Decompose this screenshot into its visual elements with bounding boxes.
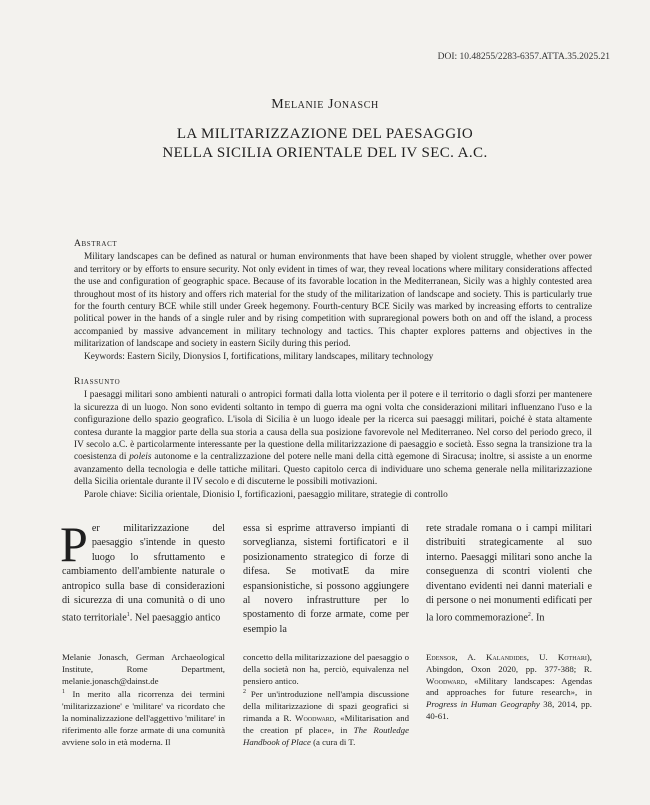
riassunto-text-a: I paesaggi militari sono ambienti naturali o antropici formati dalla lotta violenta per il potere e il territorio o dagli sforzi per mantenere la sicurezza di un luogo. Non sono evidenti soltanto in tempo di guerra ma ogni volta che considerazioni militari influenzano l'uso e la configurazione dello spazio geografico. L'isola di Sicilia è un luogo ideale per la ricerca sui paesaggi militari, poiché è stata altamente contesa durante la maggior parte della sua storia a causa della sua posizione favorevole nel Mediterraneo. Nel corso del periodo greco, il IV secolo a.C. è particolarmente interessante per la questione della militarizzazione di paesaggio e società. Esso segna la transizione tra la coesistenza di bbox=[74, 390, 592, 463]
footnote-2-text-a: Per un'introduzione nell'ampia discussione della militarizzazione di spazi geografici si rimanda a bbox=[243, 689, 410, 723]
footnote-1-number: 1 bbox=[62, 689, 65, 696]
footnotes-column-2 bbox=[243, 652, 409, 748]
footnote-2-text-b: , «Militarisation and the creation pf place», in bbox=[243, 712, 409, 735]
footnote-ref-2[interactable]: 2 bbox=[527, 612, 531, 619]
footnote-3-text-c: 38, 2014, pp. 40-61. bbox=[426, 699, 592, 721]
footnote-3-author: R. Woodward bbox=[426, 663, 592, 686]
footnote-2-text-c: (a cura di T. bbox=[310, 736, 356, 747]
author-affiliation: Melanie Jonasch, German Archaeological Institute, Rome Department, melanie.jonasch@dainst.de bbox=[62, 652, 225, 686]
footnote-2-continued bbox=[426, 652, 592, 723]
riassunto-heading: Riassunto bbox=[74, 376, 121, 387]
footnote-editors: Edensor, A. Kalandides, U. Kothari bbox=[426, 652, 587, 662]
footnotes-column-3 bbox=[426, 652, 592, 723]
footnote-1 bbox=[62, 687, 225, 748]
footnote-2 bbox=[243, 687, 409, 748]
body-col3-text-end: . In bbox=[530, 612, 545, 624]
riassunto-text-b: autonome e la centralizzazione del potere nelle mani della città egemone di Siracusa; inoltre, si assiste a un enorme avanzamento della tecnologia e delle tattiche militari. Questo capitolo cerca di individuare uno schema generale nella militarizzazione della Sicilia orientale durante il IV secolo e di discuterne le possibili motivazioni. bbox=[74, 452, 592, 488]
footnote-1-continued: concetto della militarizzazione del paesaggio o della società non ha, perciò, equivalenza nel pensiero antico. bbox=[243, 652, 409, 686]
riassunto-italic: poleis bbox=[129, 452, 152, 463]
abstract-keywords: Keywords: Eastern Sicily, Dionysios I, fortifications, military landscapes, military technology bbox=[84, 351, 434, 362]
footnote-2-author: R. Woodward bbox=[283, 712, 335, 723]
author-name: Melanie Jonasch bbox=[271, 97, 379, 112]
body-column-1 bbox=[60, 516, 225, 626]
body-column-2: essa si esprime attraverso impianti di sorveglianza, sistemi fortificatori e il posizionamento strategico di forze di difesa. Se motivatE da mire espansionistiche, si possono aggiungere al novero infrastrutture per lo spostamento di forze armate, come per esempio la bbox=[243, 523, 409, 635]
riassunto-section bbox=[74, 376, 592, 501]
doi-header: DOI: 10.48255/2283-6357.ATTA.35.2025.21 bbox=[437, 52, 610, 62]
abstract-section bbox=[74, 238, 592, 363]
footnotes-column-1 bbox=[62, 652, 225, 748]
abstract-text: Military landscapes can be defined as natural or human environments that have been shaped by violent struggle, whether over power and territory or by efforts to ensure security. Not only evident in times of war, they reveal locations where military considerations affected the use and configuration of geographic space. Because of its favorable location in the Mediterranean, Sicily was a highly contested area throughout most of its history and offers rich material for the study of the militarization of landscape and society. This is particularly true for the fourth century BCE while still under Greek hegemony. Fourth-century BCE Sicily was marked by increasing efforts to centralize political power in the hands of a single ruler and by rising competition with supraregional powers both on and off the island, a process accompanied by massive advancement in military technology and tactics. This chapter explores patterns and objectives in the militarization of landscape and society in eastern Sicily during this period. bbox=[74, 252, 592, 350]
body-col1-text-end: . Nel paesaggio antico bbox=[129, 612, 221, 624]
footnote-3-text-b: , «Military landscapes: Agendas and approaches for future research», in bbox=[426, 675, 592, 698]
footnote-2-book-title: The Routledge Handbook of Place bbox=[243, 724, 409, 747]
riassunto-text bbox=[74, 389, 592, 488]
footnote-1-text: In merito alla ricorrenza dei termini 'militarizzazione' e 'militare' va ricordato che la nominalizzazione dell'aggettivo 'militare' in riferimento alle forze armate di una comunità avviene solo in età moderna. Il bbox=[62, 689, 225, 747]
body-col3-text: rete stradale romana o i campi militari distribuiti strategicamente al suo interno. Paesaggi militari sono anche la conseguenza di scontri violenti che diventano evidenti nei danni materiali e di persone o nei monumenti edificati per la loro commemorazione bbox=[426, 523, 592, 624]
footnote-3-text-a: ), Abingdon, Oxon 2020, pp. 377-388; bbox=[426, 652, 592, 674]
title-line-2: NELLA SICILIA ORIENTALE DEL IV SEC. A.C. bbox=[162, 145, 488, 161]
footnote-2-number: 2 bbox=[243, 689, 246, 696]
abstract-heading: Abstract bbox=[74, 238, 118, 249]
article-title bbox=[0, 125, 650, 163]
footnote-ref-1[interactable]: 1 bbox=[126, 612, 130, 619]
title-line-1: LA MILITARIZZAZIONE DEL PAESAGGIO bbox=[176, 126, 474, 142]
footnote-3-journal: Progress in Human Geography bbox=[426, 699, 540, 710]
riassunto-keywords: Parole chiave: Sicilia orientale, Dionisio I, fortificazioni, paesaggio militare, strategie di controllo bbox=[84, 489, 448, 500]
drop-cap: P bbox=[60, 516, 88, 572]
body-column-3 bbox=[426, 522, 592, 626]
body-col1-text: er militarizzazione del paesaggio s'intende in questo luogo lo sfruttamento e cambiamento dell'ambiente naturale o antropico sulla base di considerazioni di sicurezza di una comunità o di uno stato territoriale bbox=[62, 523, 225, 624]
